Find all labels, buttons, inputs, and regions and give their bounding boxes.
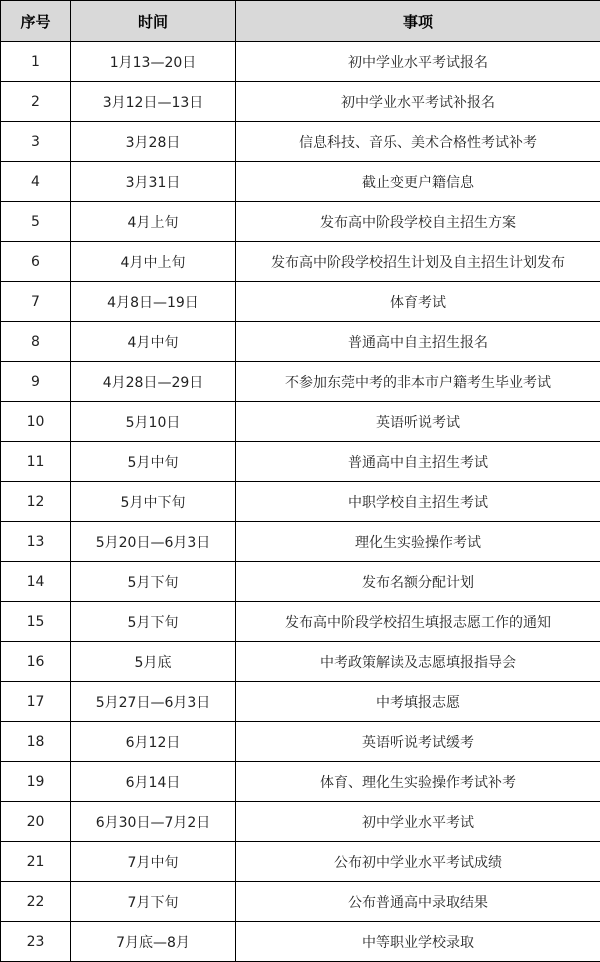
table-row (1, 482, 600, 522)
row-number: 21 (1, 842, 71, 882)
row-item: 初中学业水平考试报名 (236, 42, 600, 82)
table-row (1, 202, 600, 242)
table-row (1, 722, 600, 762)
row-time: 5月20日—6月3日 (71, 522, 236, 562)
table-row (1, 882, 600, 922)
table-row (1, 562, 600, 602)
row-item: 发布高中阶段学校招生填报志愿工作的通知 (236, 602, 600, 642)
row-item: 体育、理化生实验操作考试补考 (236, 762, 600, 802)
row-time: 1月13—20日 (71, 42, 236, 82)
row-number: 23 (1, 922, 71, 962)
row-item: 初中学业水平考试 (236, 802, 600, 842)
row-item: 英语听说考试 (236, 402, 600, 442)
table-row (1, 402, 600, 442)
table-row (1, 682, 600, 722)
row-time: 6月12日 (71, 722, 236, 762)
row-time: 4月中旬 (71, 322, 236, 362)
row-number: 15 (1, 602, 71, 642)
row-time: 6月30日—7月2日 (71, 802, 236, 842)
row-item: 信息科技、音乐、美术合格性考试补考 (236, 122, 600, 162)
row-item: 不参加东莞中考的非本市户籍考生毕业考试 (236, 362, 600, 402)
table-row (1, 122, 600, 162)
row-time: 3月12日—13日 (71, 82, 236, 122)
row-number: 6 (1, 242, 71, 282)
row-time: 5月底 (71, 642, 236, 682)
table-row (1, 522, 600, 562)
row-time: 7月底—8月 (71, 922, 236, 962)
row-item: 普通高中自主招生报名 (236, 322, 600, 362)
row-time: 5月27日—6月3日 (71, 682, 236, 722)
row-time: 7月下旬 (71, 882, 236, 922)
row-number: 3 (1, 122, 71, 162)
row-number: 7 (1, 282, 71, 322)
row-item: 中考填报志愿 (236, 682, 600, 722)
row-item: 初中学业水平考试补报名 (236, 82, 600, 122)
row-item: 英语听说考试缓考 (236, 722, 600, 762)
row-time: 5月下旬 (71, 562, 236, 602)
row-number: 22 (1, 882, 71, 922)
row-number: 8 (1, 322, 71, 362)
header-time: 时间 (71, 1, 236, 42)
row-number: 17 (1, 682, 71, 722)
row-item: 中等职业学校录取 (236, 922, 600, 962)
table-row (1, 602, 600, 642)
row-item: 中职学校自主招生考试 (236, 482, 600, 522)
row-time: 3月31日 (71, 162, 236, 202)
table-row (1, 282, 600, 322)
row-time: 4月28日—29日 (71, 362, 236, 402)
row-number: 10 (1, 402, 71, 442)
row-item: 发布名额分配计划 (236, 562, 600, 602)
table-row (1, 842, 600, 882)
table-row (1, 762, 600, 802)
row-number: 20 (1, 802, 71, 842)
row-item: 公布普通高中录取结果 (236, 882, 600, 922)
row-item: 体育考试 (236, 282, 600, 322)
row-time: 5月中旬 (71, 442, 236, 482)
table-row (1, 442, 600, 482)
header-row (1, 1, 600, 42)
row-item: 截止变更户籍信息 (236, 162, 600, 202)
table-body (1, 42, 600, 962)
row-number: 1 (1, 42, 71, 82)
row-number: 4 (1, 162, 71, 202)
row-time: 6月14日 (71, 762, 236, 802)
row-number: 18 (1, 722, 71, 762)
row-number: 19 (1, 762, 71, 802)
row-time: 5月10日 (71, 402, 236, 442)
row-time: 7月中旬 (71, 842, 236, 882)
row-item: 发布高中阶段学校招生计划及自主招生计划发布 (236, 242, 600, 282)
table-row (1, 42, 600, 82)
row-time: 4月8日—19日 (71, 282, 236, 322)
row-number: 14 (1, 562, 71, 602)
row-time: 4月中上旬 (71, 242, 236, 282)
row-number: 12 (1, 482, 71, 522)
row-number: 13 (1, 522, 71, 562)
row-time: 4月上旬 (71, 202, 236, 242)
row-number: 11 (1, 442, 71, 482)
row-time: 5月下旬 (71, 602, 236, 642)
row-time: 3月28日 (71, 122, 236, 162)
table-row (1, 802, 600, 842)
row-number: 5 (1, 202, 71, 242)
table-row (1, 322, 600, 362)
row-item: 普通高中自主招生考试 (236, 442, 600, 482)
row-item: 公布初中学业水平考试成绩 (236, 842, 600, 882)
row-item: 理化生实验操作考试 (236, 522, 600, 562)
table-row (1, 162, 600, 202)
table-row (1, 242, 600, 282)
table-row (1, 642, 600, 682)
header-no: 序号 (1, 1, 71, 42)
row-item: 中考政策解读及志愿填报指导会 (236, 642, 600, 682)
row-item: 发布高中阶段学校自主招生方案 (236, 202, 600, 242)
table-row (1, 82, 600, 122)
row-number: 16 (1, 642, 71, 682)
row-number: 2 (1, 82, 71, 122)
row-time: 5月中下旬 (71, 482, 236, 522)
table-row (1, 922, 600, 962)
table-row (1, 362, 600, 402)
header-item: 事项 (236, 1, 600, 42)
row-number: 9 (1, 362, 71, 402)
